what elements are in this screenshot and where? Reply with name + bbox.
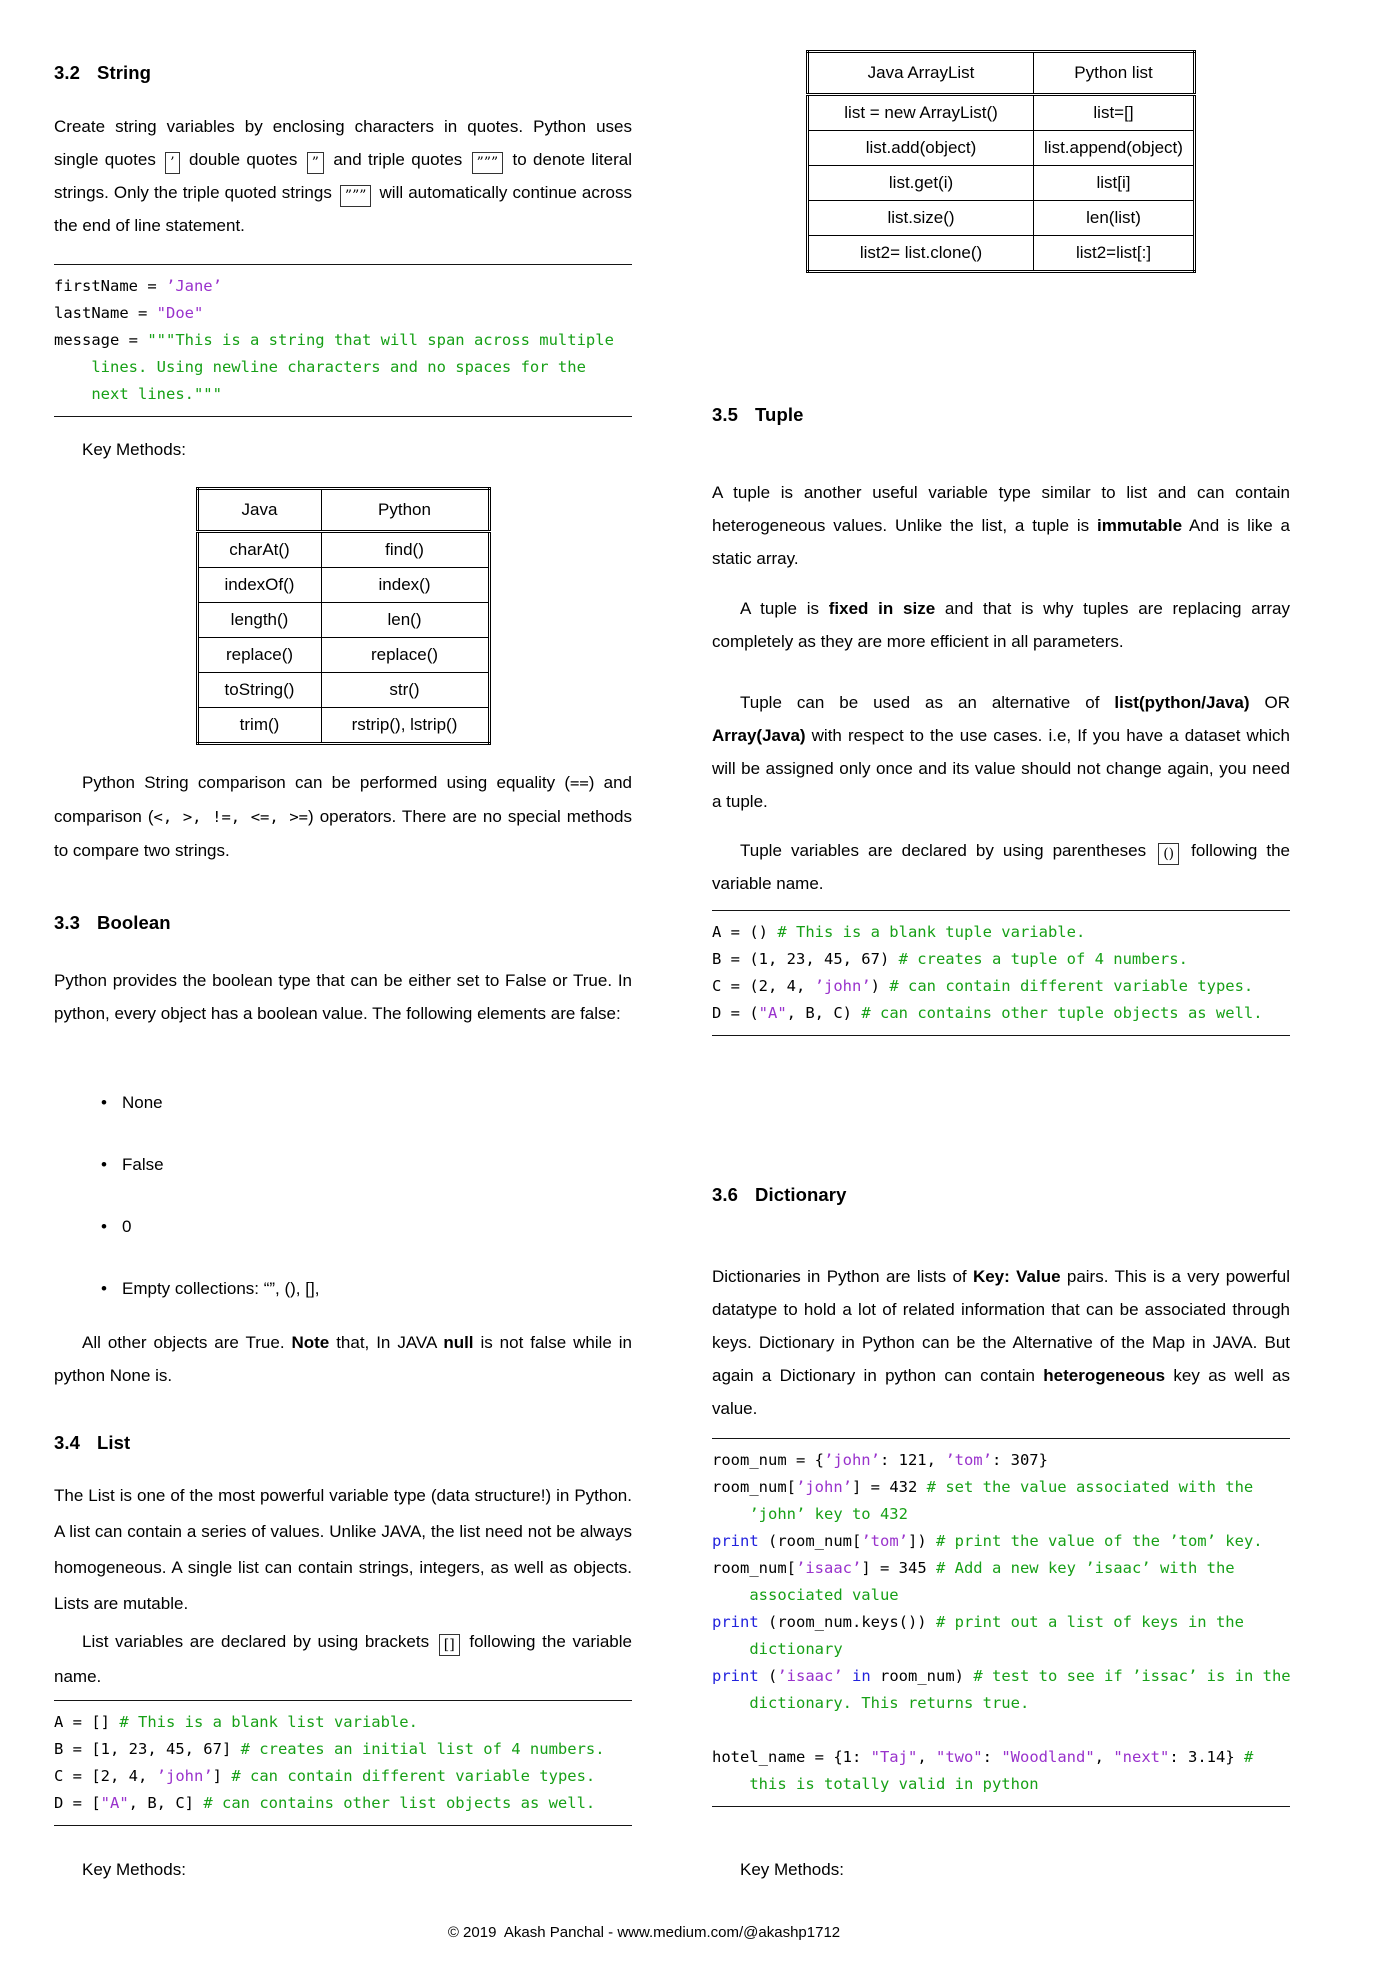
code-line <box>712 919 1290 946</box>
boolean-false-list <box>54 1086 632 1334</box>
page-footer: © 2019 Akash Panchal - www.medium.com/@akashp1712 <box>447 1924 841 1941</box>
bullet-item: • False <box>122 1148 632 1181</box>
text-run: Python provides the boolean type that can be either set to False or True. In python, every object has a boolean value. The following elements are false: <box>54 971 632 1023</box>
string-code-block <box>54 264 632 417</box>
code-line <box>712 1000 1290 1027</box>
table-cell: list2= list.clone() <box>808 236 1034 272</box>
text-run: ’tom’ <box>945 1451 992 1469</box>
key-methods-label: Key Methods: <box>82 440 186 459</box>
section-number: 3.5 <box>712 404 739 425</box>
dictionary-code-block <box>712 1438 1290 1807</box>
text-run: double quotes <box>182 150 304 169</box>
code-line <box>712 1636 1290 1663</box>
code-line <box>712 1501 1290 1528</box>
text-run: Tuple variables are declared by using parentheses <box>740 841 1156 860</box>
text-run: list(python/Java) <box>1114 693 1250 712</box>
text-run: to denote literal strings. Only the triple quoted strings <box>54 150 633 202</box>
boolean-note-paragraph <box>54 1326 632 1392</box>
text-run: A tuple is <box>740 599 829 618</box>
text-run: The List is one of the most powerful variable type (data structure!) in Python. A list can contain a series of values. Unlike JAVA, the list need not be always homogeneous. A single list can contain strings, integers, as well as objects. Lists are mutable. <box>54 1486 632 1613</box>
text-run: pairs. This is a very powerful datatype to hold a lot of related information that can be associated through keys. Dictionary in Python can be the Alternative of the Map in JAVA. But again a Dictionary in python can contain <box>712 1267 1290 1385</box>
table-cell: list.get(i) <box>808 166 1034 201</box>
text-run: ) <box>870 977 890 995</box>
table-row <box>197 638 489 673</box>
table-cell: str() <box>321 673 489 708</box>
text-run: key as well as value. <box>712 1366 1290 1418</box>
section-heading-boolean <box>54 912 632 934</box>
table-header-row <box>808 52 1195 95</box>
section-heading-tuple <box>712 404 1290 426</box>
text-run: , B, C) <box>786 1004 862 1022</box>
text-run: "two" <box>935 1748 983 1766</box>
code-line <box>712 1717 1290 1744</box>
boxed-glyph: ’ <box>165 152 179 174</box>
text-run: will automatically continue across the end of line statement. <box>54 183 632 235</box>
list-intro-paragraph <box>54 1478 632 1622</box>
table-row <box>808 131 1195 166</box>
text-run: Array(Java) <box>712 726 806 745</box>
text-run: that, In JAVA <box>329 1333 444 1352</box>
text-run: room_num) <box>870 1667 974 1685</box>
table-row <box>808 201 1195 236</box>
table-header-cell: Java <box>197 489 321 532</box>
table-cell: length() <box>197 603 321 638</box>
text-run: # print the value of the ’tom’ key. <box>936 1532 1263 1550</box>
text-run: A = [] <box>54 1713 120 1731</box>
code-line <box>54 327 632 354</box>
text-run: (room_num[ <box>758 1532 862 1550</box>
text-run: Python String comparison can be performed using equality ( <box>82 773 571 792</box>
text-run: # print out a list of keys in the <box>935 1613 1244 1631</box>
text-run: following the variable name. <box>712 841 1290 893</box>
table-cell: replace() <box>321 638 489 673</box>
key-methods-label: Key Methods: <box>82 1860 186 1879</box>
code-line <box>54 273 632 300</box>
table-row <box>197 532 489 568</box>
table-header-cell: Python <box>321 489 489 532</box>
text-run: Note <box>291 1333 330 1352</box>
arraylist-comparison-table <box>806 50 1196 273</box>
text-run: ] <box>212 1767 232 1785</box>
section-title: String <box>97 62 152 83</box>
text-run: ’Jane’ <box>165 277 222 295</box>
code-line <box>54 300 632 327</box>
text-run: associated value <box>712 1586 899 1604</box>
text-run: # <box>1243 1748 1254 1766</box>
text-run: room_num = { <box>712 1451 824 1469</box>
code-line <box>712 1771 1290 1798</box>
code-line <box>712 946 1290 973</box>
table-header-cell: Java ArrayList <box>808 52 1034 95</box>
code-line <box>712 1609 1290 1636</box>
text-run: message = <box>54 331 148 349</box>
arraylist-table-wrap <box>712 50 1290 273</box>
text-run: , <box>1094 1748 1114 1766</box>
table-cell: trim() <box>197 708 321 744</box>
text-run: # can contains other tuple objects as well. <box>861 1004 1263 1022</box>
text-run: fixed in size <box>828 599 936 618</box>
table-cell: len(list) <box>1034 201 1195 236</box>
section-title: List <box>97 1432 131 1453</box>
section-heading-dictionary <box>712 1184 1290 1206</box>
code-line <box>54 1709 632 1736</box>
boxed-glyph: () <box>1158 843 1179 865</box>
text-run: ’john’ <box>796 1478 852 1496</box>
text-run: "A" <box>100 1794 129 1812</box>
code-line <box>712 1528 1290 1555</box>
text-run: dictionary <box>712 1640 843 1658</box>
table-row <box>197 568 489 603</box>
table-row <box>197 708 489 744</box>
section-number: 3.4 <box>54 1432 81 1453</box>
dictionary-intro-paragraph <box>712 1260 1290 1425</box>
boolean-intro-paragraph <box>54 964 632 1030</box>
bullet-item: • None <box>122 1086 632 1119</box>
text-run: heterogeneous <box>1043 1366 1166 1385</box>
section-title: Dictionary <box>755 1184 847 1205</box>
table-cell: index() <box>321 568 489 603</box>
code-line <box>54 1736 632 1763</box>
bullet-item: • Empty collections: “”, (), [], <box>122 1272 632 1305</box>
text-run: ’john’ <box>823 1451 880 1469</box>
text-run <box>843 1667 852 1685</box>
section-title: Boolean <box>97 912 171 933</box>
text-run: ]) <box>908 1532 936 1550</box>
text-run: C = (2, 4, <box>712 977 815 995</box>
text-run: ’isaac’ <box>796 1559 862 1577</box>
table-cell: indexOf() <box>197 568 321 603</box>
section-heading-string <box>54 62 632 84</box>
tuple-paragraph-2 <box>712 592 1290 658</box>
text-run: # Add a new key ’isaac’ with the <box>935 1559 1235 1577</box>
table-cell: list.size() <box>808 201 1034 236</box>
list-declare-paragraph <box>54 1624 632 1694</box>
text-run: "Woodland" <box>1001 1748 1095 1766</box>
text-run: ( <box>758 1667 778 1685</box>
key-methods-label: Key Methods: <box>740 1860 844 1879</box>
table-cell: list = new ArrayList() <box>808 95 1034 131</box>
table-cell: rstrip(), lstrip() <box>321 708 489 744</box>
table-cell: list2=list[:] <box>1034 236 1195 272</box>
bullet-item: • 0 <box>122 1210 632 1243</box>
text-run: and that is why tuples are replacing array completely as they are more efficient in all parameters. <box>712 599 1290 651</box>
text-run: ’john’ <box>156 1767 213 1785</box>
text-run: B = (1, 23, 45, 67) <box>712 950 899 968</box>
text-run: with respect to the use cases. i.e, If you have a dataset which will be assigned only once and its value should not change again, you need a tuple. <box>712 726 1290 811</box>
text-run: A = () <box>712 923 778 941</box>
text-run: lastName = <box>54 304 157 322</box>
code-line <box>712 1447 1290 1474</box>
text-run: Dictionaries in Python are lists of <box>712 1267 973 1286</box>
text-run: , B, C] <box>128 1794 204 1812</box>
text-run: ] = 345 <box>861 1559 936 1577</box>
left-column <box>54 0 632 1981</box>
tuple-paragraph-3 <box>712 686 1290 818</box>
table-cell: list=[] <box>1034 95 1195 131</box>
list-code-block <box>54 1700 632 1826</box>
text-run: B = [1, 23, 45, 67] <box>54 1740 241 1758</box>
text-run: next lines.""" <box>54 385 222 403</box>
code-line <box>712 1582 1290 1609</box>
code-line <box>54 1790 632 1817</box>
text-run: List variables are declared by using brackets <box>82 1632 436 1651</box>
text-run: : 121, <box>879 1451 946 1469</box>
text-run: Tuple can be used as an alternative of <box>740 693 1115 712</box>
text-run: ’john’ key to 432 <box>712 1505 908 1523</box>
text-run: # can contains other list objects as well. <box>203 1794 596 1812</box>
text-run: print <box>712 1613 759 1631</box>
text-run: ’tom’ <box>861 1532 908 1550</box>
text-run: following the variable name. <box>54 1632 632 1686</box>
text-run: C = [2, 4, <box>54 1767 157 1785</box>
text-run: print <box>712 1532 759 1550</box>
section-number: 3.6 <box>712 1184 739 1205</box>
text-run: """This is a string that will span across multiple <box>147 331 614 349</box>
code-line <box>54 354 632 381</box>
text-run: "Taj" <box>870 1748 918 1766</box>
table-header-row <box>197 489 489 532</box>
text-run: : <box>982 1748 1002 1766</box>
text-run: # can contain different variable types. <box>231 1767 596 1785</box>
text-run: room_num[ <box>712 1559 796 1577</box>
text-run: ] = 432 <box>852 1478 927 1496</box>
text-run: # creates an initial list of 4 numbers. <box>240 1740 605 1758</box>
text-run: == <box>570 774 589 792</box>
code-line <box>712 1663 1290 1690</box>
table-cell: list[i] <box>1034 166 1195 201</box>
boxed-glyph: ””” <box>472 152 503 174</box>
table-cell: find() <box>321 532 489 568</box>
text-run: All other objects are True. <box>82 1333 292 1352</box>
code-line <box>712 1555 1290 1582</box>
text-run: lines. Using newline characters and no spaces for the <box>54 358 586 376</box>
table-header-cell: Python list <box>1034 52 1195 95</box>
text-run: ) operators. There are no special methods to compare two strings. <box>54 807 632 860</box>
text-run: # This is a blank tuple variable. <box>777 923 1086 941</box>
text-run: OR <box>1249 693 1290 712</box>
text-run: : 307} <box>991 1451 1048 1469</box>
table-row <box>197 673 489 708</box>
table-cell: list.add(object) <box>808 131 1034 166</box>
code-line <box>54 1763 632 1790</box>
code-line <box>712 1744 1290 1771</box>
text-run: hotel_name = {1: <box>712 1748 871 1766</box>
text-run: room_num[ <box>712 1478 796 1496</box>
text-run: # This is a blank list variable. <box>119 1713 418 1731</box>
section-title: Tuple <box>755 404 804 425</box>
text-run: "A" <box>758 1004 787 1022</box>
code-line <box>712 973 1290 1000</box>
tuple-code-block <box>712 910 1290 1036</box>
text-run: "next" <box>1113 1748 1170 1766</box>
string-comparison-paragraph <box>54 766 632 867</box>
table-row <box>808 236 1195 272</box>
right-column <box>712 0 1290 1981</box>
string-intro-paragraph <box>54 110 632 242</box>
code-line <box>712 1474 1290 1501</box>
text-run: <, >, !=, <=, >= <box>153 808 309 826</box>
text-run: firstName = <box>54 277 166 295</box>
section-number: 3.3 <box>54 912 81 933</box>
table-row <box>808 95 1195 131</box>
table-cell: len() <box>321 603 489 638</box>
text-run: (room_num.keys()) <box>758 1613 936 1631</box>
text-run: ’isaac’ <box>777 1667 843 1685</box>
table-cell: charAt() <box>197 532 321 568</box>
tuple-paragraph-1 <box>712 476 1290 575</box>
boxed-glyph: ” <box>307 152 324 174</box>
section-number: 3.2 <box>54 62 81 83</box>
text-run: print <box>712 1667 759 1685</box>
text-run: in <box>852 1667 871 1685</box>
text-run: and triple quotes <box>326 150 469 169</box>
section-heading-list <box>54 1432 632 1454</box>
text-run: # set the value associated with the <box>926 1478 1254 1496</box>
text-run: And is like a static array. <box>712 516 1290 568</box>
text-run: # creates a tuple of 4 numbers. <box>898 950 1188 968</box>
text-run: # test to see if ’issac’ is in the <box>973 1667 1291 1685</box>
text-run: , <box>917 1748 936 1766</box>
text-run: this is totally valid in python <box>712 1775 1039 1793</box>
boxed-glyph: ””” <box>340 185 371 207</box>
boxed-glyph: [] <box>439 1634 460 1656</box>
code-line <box>712 1690 1290 1717</box>
text-run: dictionary. This returns true. <box>712 1694 1030 1712</box>
table-row <box>808 166 1195 201</box>
text-run: null <box>443 1333 474 1352</box>
text-run: D = ( <box>712 1004 759 1022</box>
text-run: D = [ <box>54 1794 101 1812</box>
text-run: A tuple is another useful variable type similar to list and can contain heterogeneous values. Unlike the list, a tuple is <box>712 483 1290 535</box>
text-run: "Doe" <box>156 304 204 322</box>
string-methods-table-wrap <box>54 487 632 745</box>
text-run: Create string variables by enclosing characters in quotes. Python uses single quotes <box>54 117 632 169</box>
code-line <box>54 381 632 408</box>
text-run: ’john’ <box>814 977 871 995</box>
text-run: Key: Value <box>972 1267 1061 1286</box>
table-cell: list.append(object) <box>1034 131 1195 166</box>
text-run: ) and comparison ( <box>54 773 633 826</box>
table-cell: toString() <box>197 673 321 708</box>
string-methods-table <box>196 487 491 745</box>
table-row <box>197 603 489 638</box>
text-run: is not false while in python None is. <box>54 1333 632 1385</box>
text-run: immutable <box>1097 516 1183 535</box>
table-cell: replace() <box>197 638 321 673</box>
text-run: # can contain different variable types. <box>889 977 1254 995</box>
text-run: : 3.14} <box>1169 1748 1244 1766</box>
tuple-paragraph-4 <box>712 834 1290 900</box>
